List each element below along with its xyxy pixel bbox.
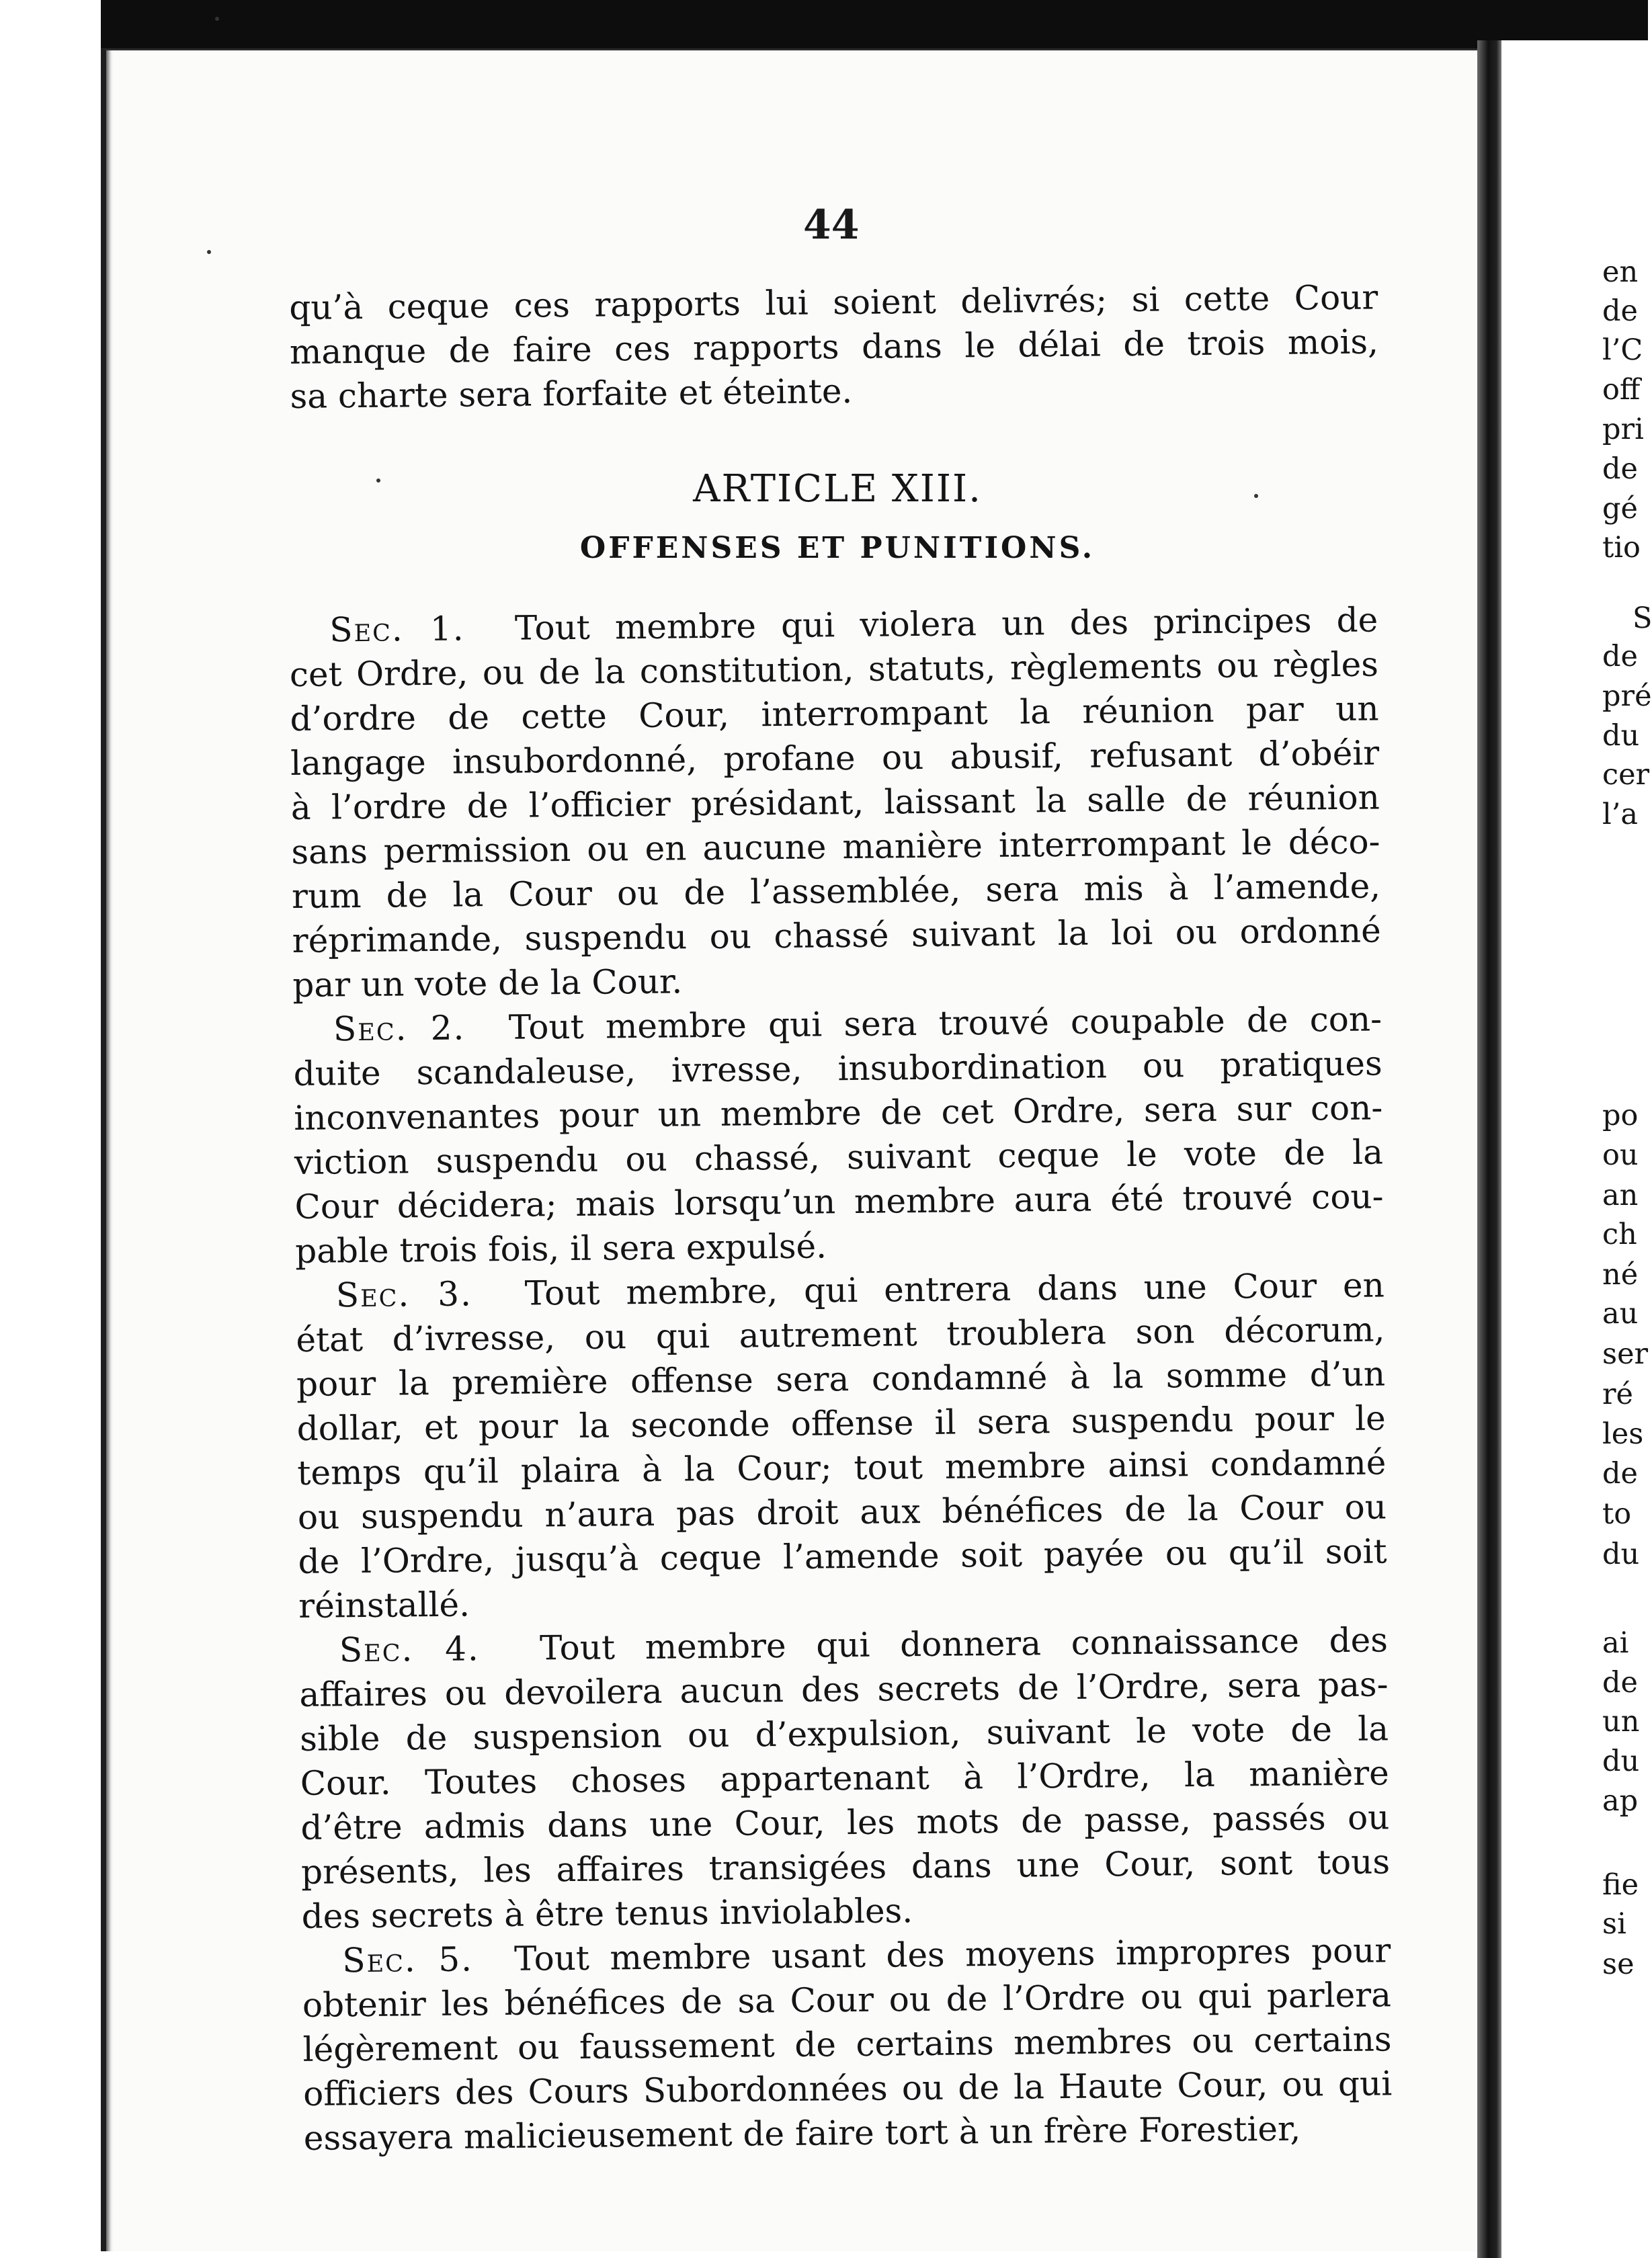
section-label: Sec. 2. xyxy=(333,1008,466,1049)
text-line: duite scandaleuse, ivresse, insubordination ou pratiques xyxy=(293,1044,1382,1093)
print-speck xyxy=(1254,494,1258,498)
facing-page-fragment: pré xyxy=(1602,679,1652,713)
text-line: d’ordre de cette Cour, interrompant la réunion par un xyxy=(290,689,1379,739)
scan-left-margin xyxy=(0,0,101,2258)
section-paragraph xyxy=(293,997,1385,1273)
facing-page-fragment: l’C xyxy=(1602,333,1643,367)
text-line: des secrets à être tenus inviolables. xyxy=(301,1891,913,1936)
facing-page-fragment: du xyxy=(1602,1745,1640,1778)
text-line: dollar, et pour la seconde offense il sera suspendu pour le xyxy=(296,1398,1386,1448)
text-line: sa charte sera forfaite et éteinte. xyxy=(290,371,853,416)
facing-page-fragment: de xyxy=(1602,640,1638,673)
facing-page-fragment: ré xyxy=(1602,1378,1634,1411)
section-text: Tout membre qui violera un des principes de xyxy=(514,600,1378,648)
article-subheading xyxy=(0,531,1648,565)
text-line: à l’ordre de l’officier présidant, laissant la salle de réunion xyxy=(290,778,1380,827)
scan-top-border xyxy=(0,0,1648,52)
text-line: Cour. Toutes choses appartenant à l’Ordre, la manière xyxy=(300,1753,1389,1803)
facing-page-fragment: off xyxy=(1602,373,1641,407)
text-line: sible de suspension ou d’expulsion, suivant le vote de la xyxy=(299,1709,1389,1759)
text-line: rum de la Cour ou de l’assemblée, sera mis à l’amende, xyxy=(291,866,1381,916)
print-speck xyxy=(207,250,211,254)
section-paragraph xyxy=(289,597,1382,1007)
facing-page-fragment: du xyxy=(1602,1538,1640,1571)
intro-paragraph xyxy=(289,275,1379,419)
text-line: sans permission ou en aucune manière interrompant le déco- xyxy=(291,822,1380,872)
facing-page-fragment: an xyxy=(1602,1179,1639,1212)
print-speck xyxy=(215,17,219,21)
section-paragraph xyxy=(302,1928,1393,2161)
facing-page-fragment: cer xyxy=(1602,758,1650,792)
facing-page-fragment: si xyxy=(1602,1907,1626,1941)
facing-page-fragment: ch xyxy=(1602,1218,1637,1251)
facing-page-fragment: S xyxy=(1633,601,1652,635)
text-line: d’être admis dans une Cour, les mots de passe, passés ou xyxy=(300,1798,1390,1847)
print-speck xyxy=(376,478,380,483)
text-line: ou suspendu n’aura pas droit aux bénéfices de la Cour ou xyxy=(297,1487,1387,1537)
facing-page-fragment: l’a xyxy=(1602,798,1639,831)
section-text: Tout membre qui donnera connaissance des xyxy=(539,1620,1389,1668)
section-paragraph xyxy=(299,1618,1391,1939)
facing-page-fragment: de xyxy=(1602,452,1638,486)
article-subheading-text: OFFENSES ET PUNITIONS. xyxy=(579,531,1096,565)
text-line: par un vote de la Cour. xyxy=(292,962,683,1005)
facing-page-fragment: ser xyxy=(1602,1337,1649,1371)
section-text: Tout membre, qui entrera dans une Cour en xyxy=(524,1265,1385,1313)
text-line: état d’ivresse, ou qui autrement troublera son décorum, xyxy=(296,1310,1385,1360)
section-text: Tout membre usant des moyens impropres pour xyxy=(513,1931,1391,1978)
text-line: pable trois fois, il sera expulsé. xyxy=(294,1226,827,1271)
facing-page-fragment: to xyxy=(1602,1497,1632,1531)
facing-page-fragment: ap xyxy=(1602,1784,1639,1818)
text-line: pour la première offense sera condamné à la somme d’un xyxy=(296,1354,1386,1404)
text-line: officiers des Cours Subordonnées ou de la Haute Cour, ou qui xyxy=(302,2064,1393,2114)
facing-page-fragment: se xyxy=(1602,1948,1635,1981)
text-line: réprimande, suspendu ou chassé suivant la loi ou ordonné xyxy=(292,911,1381,960)
facing-page-fragment: de xyxy=(1602,1666,1638,1700)
section-label: Sec. 5. xyxy=(342,1939,474,1980)
text-line: présents, les affaires transigées dans une Cour, sont tous xyxy=(300,1842,1391,1892)
section-label: Sec. 1. xyxy=(329,609,465,650)
facing-page-fragment: les xyxy=(1602,1417,1644,1451)
facing-page-fragment: po xyxy=(1602,1099,1639,1132)
text-line: qu’à ceque ces rapports lui soient delivrés; si cette Cour xyxy=(289,278,1378,327)
facing-page-fragment: de xyxy=(1602,294,1638,328)
text-line: obtenir les bénéfices de sa Cour ou de l’Ordre ou qui parlera xyxy=(302,1975,1392,2025)
facing-page-fragment: en xyxy=(1602,255,1639,289)
text-line: manque de faire ces rapports dans le délai de trois mois, xyxy=(289,322,1379,372)
section-paragraph xyxy=(296,1263,1388,1628)
facing-page-fragment: pri xyxy=(1602,413,1644,446)
text-line: réinstallé. xyxy=(298,1585,470,1626)
facing-page-fragment: né xyxy=(1602,1258,1639,1292)
facing-page-fragment: ai xyxy=(1602,1626,1629,1660)
facing-page-fragment: fie xyxy=(1602,1868,1639,1902)
page-number: 44 xyxy=(803,202,860,249)
text-line: de l’Ordre, jusqu’à ceque l’amende soit payée ou qu’il soit xyxy=(298,1532,1387,1581)
section-text: Tout membre qui sera trouvé coupable de con- xyxy=(508,999,1382,1047)
article-heading-text: ARTICLE XIII. xyxy=(693,467,982,511)
text-line: langage insubordonné, profane ou abusif, refusant d’obéir xyxy=(290,733,1380,783)
text-line: affaires ou devoilera aucun des secrets de l’Ordre, sera pas- xyxy=(299,1665,1389,1714)
facing-page-fragment: un xyxy=(1602,1705,1640,1739)
text-line: Cour décidera; mais lorsqu’un membre aura été trouvé cou- xyxy=(294,1177,1384,1226)
sections-body xyxy=(289,597,1393,2160)
facing-page-fragment: au xyxy=(1602,1297,1639,1331)
facing-page-fragment: ou xyxy=(1602,1138,1639,1172)
text-line: légèrement ou faussement de certains membres ou certains xyxy=(302,2019,1392,2069)
facing-page-fragment: tio xyxy=(1602,531,1641,564)
section-label: Sec. 4. xyxy=(339,1629,481,1670)
facing-page xyxy=(1501,40,1652,2258)
section-label: Sec. 3. xyxy=(335,1274,473,1315)
text-line: cet Ordre, ou de la constitution, statuts, règlements ou règles xyxy=(289,644,1379,694)
text-line: viction suspendu ou chassé, suivant ceque le vote de la xyxy=(294,1132,1384,1182)
facing-page-fragment: de xyxy=(1602,1457,1638,1491)
text-line: inconvenantes pour un membre de cet Ordre, sera sur con- xyxy=(294,1088,1383,1138)
facing-page-fragment: du xyxy=(1602,719,1640,753)
facing-page-fragment: gé xyxy=(1602,492,1638,526)
text-line: temps qu’il plaira à la Cour; tout membre ainsi condamné xyxy=(297,1443,1387,1493)
book-gutter xyxy=(1477,40,1501,2258)
article-heading xyxy=(0,467,1648,511)
text-line: essayera malicieusement de faire tort à un frère Forestier, xyxy=(303,2109,1301,2158)
